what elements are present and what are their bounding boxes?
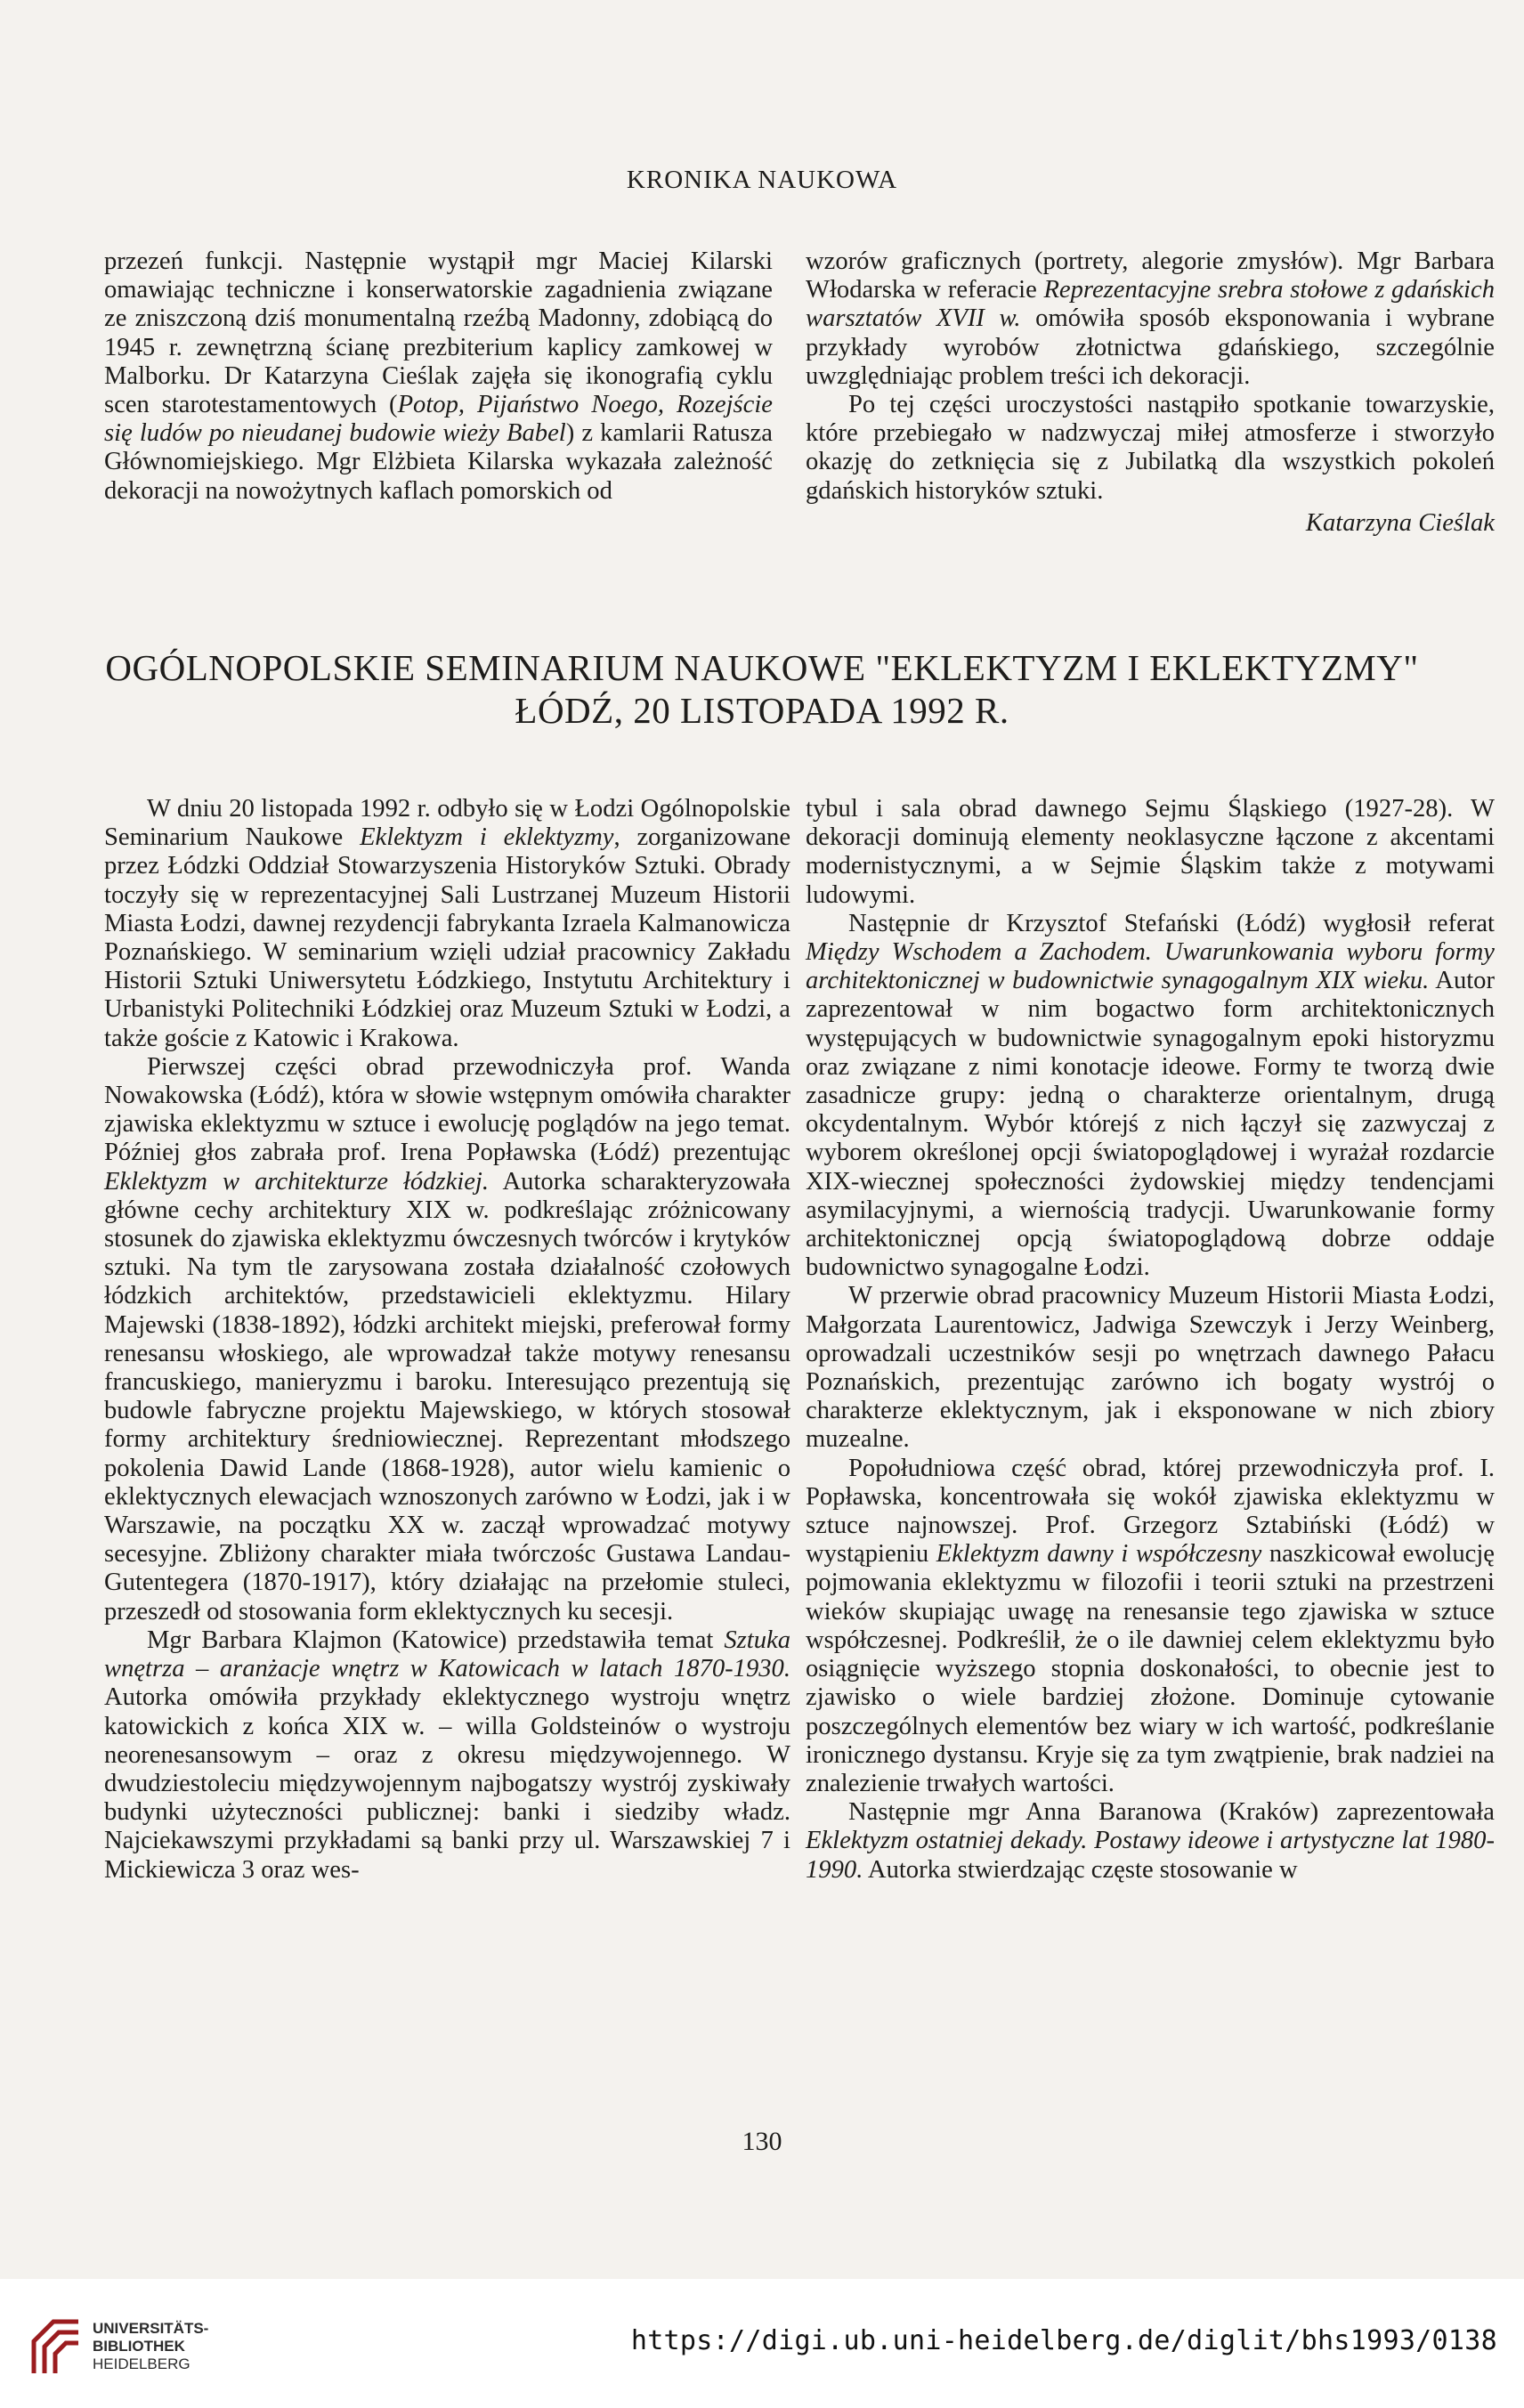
previous-article-left-column [104,247,773,506]
paragraph: Pierwszej części obrad przewodniczyła prof. Wanda Nowakowska (Łódź), która w słowie wstępnym omówiła charakter zjawiska eklektyzmu w sztuce i ewolucję poglądów na jego temat. Później głos zabrała prof. Irena Popławska (Łódź) prezentując Eklektyzm w architekturze łódzkiej. Autorka scharakteryzowała główne cechy architektury XIX w. podkreślając zróżnicowany stosunek do zjawiska eklektyzmu ówczesnych twórców i krytyków sztuki. Na tym tle zarysowana została działalność czołowych łódzkich architektów, przedstawicieli eklektyzmu. Hilary Majewski (1838-1892), łódzki architekt miejski, preferował formy renesansu włoskiego, ale wprowadzał także motywy renesansu francuskiego, manieryzmu i baroku. Interesująco prezentują się budowle fabryczne projektu Majewskiego, w których stosował formy architektury średniowiecznej. Reprezentant młodszego pokolenia Dawid Lande (1868-1928), autor wielu kamienic o eklektycznych elewacjach wznoszonych zarówno w Łodzi, jak i w Warszawie, na początku XX w. zaczął wprowadzać motywy secesyjne. Zbliżony charakter miała twórczośc Gustawa Landau-Gutentegera (1870-1917), który działając na przełomie stuleci, przeszedł od stosowania form eklektycznych ku secesji. [104,1052,790,1626]
article-title [53,646,1471,732]
article-title-line-1: OGÓLNOPOLSKIE SEMINARIUM NAUKOWE "EKLEKTYZM I EKLEKTYZMY" [105,647,1419,688]
paragraph: przezeń funkcji. Następnie wystąpił mgr Maciej Kilarski omawiając techniczne i konserwatorskie zagadnienia związane ze zniszczoną dziś monumentalną rzeźbą Madonny, zdobiącą do 1945 r. zewnętrzną ścianę prezbiterium kaplicy zamkowej w Malborku. Dr Katarzyna Cieślak zajęła się ikonografią cyklu scen starotestamentowych (Potop, Pijaństwo Noego, Rozejście się ludów po nieudanej budowie wieży Babel) z kamlarii Ratusza Głównomiejskiego. Mgr Elżbieta Kilarska wykazała zależność dekoracji na nowożytnych kaflach pomorskich od [104,247,773,505]
paragraph: W dniu 20 listopada 1992 r. odbyło się w Łodzi Ogólnopolskie Seminarium Naukowe Eklektyzm i eklektyzmy, zorganizowane przez Łódzki Oddział Stowarzyszenia Historyków Sztuki. Obrady toczyły się w reprezentacyjnej Sali Lustrzanej Muzeum Historii Miasta Łodzi, dawnej rezydencji fabrykanta Izraela Kalmanowicza Poznańskiego. W seminarium wzięli udział pracownicy Zakładu Historii Sztuki Uniwersytetu Łódzkiego, Instytutu Architektury i Urbanistyki Politechniki Łódzkiej oraz Muzeum Sztuki w Łodzi, a także goście z Katowic i Krakowa. [104,795,791,1052]
article-right-column [806,795,1495,1885]
ub-heidelberg-logo-icon[interactable] [27,2315,84,2377]
page-number: 130 [742,2127,782,2156]
paragraph: Popołudniowa część obrad, której przewodniczyła prof. I. Popławska, koncentrowała się wokół zjawiska eklektyzmu w sztuce najnowszej. Prof. Grzegorz Sztabiński (Łódź) w wystąpieniu Eklektyzm dawny i współczesny naszkicował ewolucję pojmowania eklektyzmu w filozofii i teorii sztuki na przestrzeni wieków skupiając uwagę na renesansie tego zjawiska w sztuce współczesnej. Podkreślił, że o ile dawniej celem eklektyzmu było osiągnięcie wyższego stopnia doskonałości, to obecnie jest to zjawisko o wiele bardziej złożone. Dominuje cytowanie poszczególnych elementów bez wiary w ich wartość, podkreślanie ironicznego dystansu. Kryje się za tym zwątpienie, brak nadziei na znalezienie trwałych wartości. [806,1454,1495,1797]
paragraph: wzorów graficznych (portrety, alegorie zmysłów). Mgr Barbara Włodarska w referacie Reprezentacyjne srebra stołowe z gdańskich warsztatów XVII w. omówiła sposób eksponowania i wybrane przykłady wyrobów złotnictwa gdańskiego, szczególnie uwzględniając problem treści ich dekoracji. [806,247,1495,390]
author-signature: Katarzyna Cieślak [1305,508,1495,537]
paragraph: tybul i sala obrad dawnego Sejmu Śląskiego (1927-28). W dekoracji dominują elementy neoklasyczne łączone z akcentami modernistycznymi, a w Sejmie Śląskim także z motywami ludowymi. [806,795,1495,909]
previous-article-right-column [806,247,1495,538]
paragraph: Po tej części uroczystości nastąpiło spotkanie towarzyskie, które przebiegało w nadzwyczaj miłej atmosferze i stworzyło okazję do zetknięcia się z Jubilatką dla wszystkich pokoleń gdańskich historyków sztuki. [806,391,1495,505]
digitization-footer [0,2279,1524,2408]
paragraph: W przerwie obrad pracownicy Muzeum Historii Miasta Łodzi, Małgorzata Laurentowicz, Jadwiga Szewczyk i Jerzy Weinberg, oprowadzali uczestników sesji po wnętrzach dawnego Pałacu Poznańskich, prezentując zarówno ich bogaty wystrój o charakterze eklektycznym, jak i eksponowane w nich zbiory muzealne. [806,1282,1495,1454]
paragraph: Następnie dr Krzysztof Stefański (Łódź) wygłosił referat Między Wschodem a Zachodem. Uwarunkowania wyboru formy architektonicznej w budownictwie synagogalnym XIX wieku. Autor zaprezentował w nim bogactwo form architektonicznych występujących w budownictwie synagogalnym epoki historyzmu oraz związane z nimi konotacje ideowe. Formy te tworzą dwie zasadnicze grupy: jedną o charakterze orientalnym, drugą okcydentalnym. Wybór którejś z nich łączył się zazwyczaj z wyborem określonej opcji światopoglądowej i wyrażał rozdarcie XIX-wiecznej społeczności żydowskiej między tendencjami asymilacyjnymi, a wiernością tradycji. Uwarunkowanie formy architektonicznej opcją światopoglądową dobrze oddaje budownictwo synagogalne Łodzi. [806,909,1495,1282]
article-left-column [104,795,790,1885]
running-header: KRONIKA NAUKOWA [626,166,898,194]
source-url-link[interactable]: https://digi.ub.uni-heidelberg.de/diglit/bhs1993/0138 [630,2325,1497,2356]
library-name[interactable]: UNIVERSITÄTS- BIBLIOTHEK HEIDELBERG [93,2320,209,2372]
paragraph: Następnie mgr Anna Baranowa (Kraków) zaprezentowała Eklektyzm ostatniej dekady. Postawy ideowe i artystyczne lat 1980-1990. Autorka stwierdzając częste stosowanie w [806,1798,1495,1884]
paragraph: Mgr Barbara Klajmon (Katowice) przedstawiła temat Sztuka wnętrza – aranżacje wnętrz w Katowicach w latach 1870-1930. Autorka omówiła przykłady eklektycznego wystroju wnętrz katowickich z końca XIX w. – willa Goldsteinów o wystroju neorenesansowym – oraz z okresu międzywojennego. W dwudziestoleciu międzywojennym najbogatszy wystrój zyskiwały budynki użyteczności publicznej: banki i siedziby władz. Najciekawszymi przykładami są banki przy ul. Warszawskiej 7 i Mickiewicza 3 oraz wes- [104,1626,790,1884]
article-title-line-2: ŁÓDŹ, 20 LISTOPADA 1992 R. [515,690,1009,731]
